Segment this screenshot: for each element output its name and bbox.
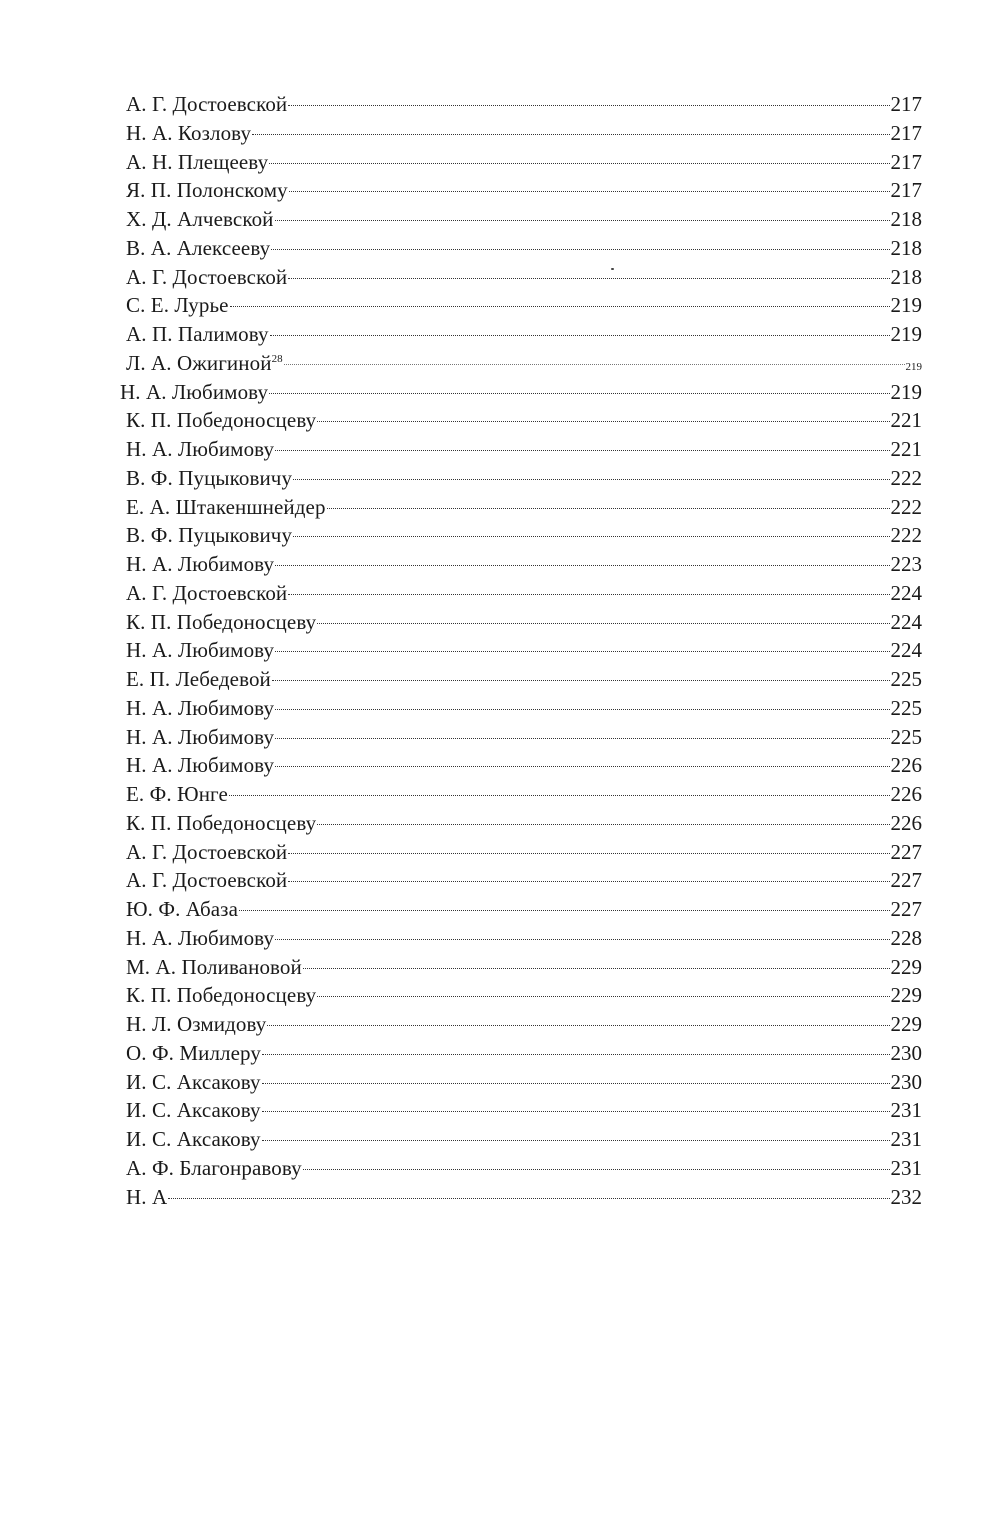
toc-entry-page: 219	[905, 360, 922, 373]
toc-entry-name	[126, 924, 274, 953]
toc-entry-name	[126, 493, 326, 522]
toc-entry-name	[126, 895, 238, 924]
toc-entry-page: 227	[890, 897, 922, 921]
toc-entry-name-text: А. Н. Плещееву	[126, 149, 269, 174]
dot-leader	[293, 479, 889, 480]
toc-entry	[126, 694, 922, 723]
toc-entry	[126, 1154, 922, 1183]
toc-entry-name	[126, 148, 268, 177]
toc-entry-page: 227	[890, 868, 922, 893]
toc-entry-name-text: А. Г. Достоевской	[126, 868, 288, 893]
toc-entry-name-text: Н. А. Любимову	[126, 753, 275, 778]
dot-leader	[327, 508, 890, 509]
dot-leader	[317, 623, 889, 624]
dot-leader	[262, 1140, 890, 1141]
toc-entry-name-text: Я. П. Полонскому	[126, 178, 288, 203]
toc-entry	[126, 521, 922, 550]
toc-entry-page: 218	[890, 207, 922, 231]
toc-entry	[126, 90, 922, 119]
toc-entry-name-text: И. С. Аксакову	[126, 1127, 261, 1151]
toc-entry	[126, 205, 922, 234]
toc-entry-name	[126, 953, 302, 982]
toc-entry-page: 222	[890, 465, 922, 490]
toc-entry-name-text: А. Г. Достоевской	[126, 580, 288, 605]
dot-leader	[275, 766, 889, 767]
toc-entry-name-text: Н. А. Любимову	[120, 379, 269, 404]
toc-entry-name-text: Н. А. Любимову	[126, 552, 275, 576]
table-of-contents	[120, 90, 922, 1211]
toc-entry-name-text: А. Ф. Благонравову	[126, 1155, 302, 1180]
dot-leader	[267, 1025, 889, 1026]
toc-entry	[126, 291, 922, 320]
toc-entry-page: 225	[890, 695, 922, 720]
dot-leader	[275, 565, 889, 566]
dot-leader	[269, 393, 889, 394]
toc-entry-page: 227	[890, 839, 922, 864]
toc-entry	[126, 263, 922, 292]
dot-leader	[288, 881, 889, 882]
toc-entry-page: 217	[890, 92, 922, 116]
toc-entry	[126, 723, 922, 752]
toc-entry	[126, 176, 922, 205]
toc-entry-name-text: Л. А. Ожигиной	[126, 350, 272, 375]
toc-entry	[126, 435, 922, 464]
toc-entry-name-text: В. А. Алексееву	[126, 235, 271, 260]
toc-entry-name	[126, 579, 287, 608]
toc-entry	[126, 320, 922, 349]
dot-leader	[293, 536, 889, 537]
dot-leader	[262, 1054, 890, 1055]
toc-entry-name	[126, 263, 287, 292]
dot-leader	[303, 1169, 890, 1170]
toc-entry-name	[126, 981, 316, 1010]
toc-entry-name-text: Н. А. Любимову	[126, 437, 275, 461]
toc-entry-name	[126, 838, 287, 867]
toc-entry-name	[126, 435, 274, 464]
toc-entry-page: 221	[890, 437, 922, 461]
toc-entry	[126, 636, 922, 665]
toc-entry-name-text: Е. А. Штакеншнейдер	[126, 494, 326, 519]
toc-entry-name	[126, 866, 287, 895]
toc-entry-page: 226	[890, 810, 922, 835]
toc-entry-page: 219	[890, 379, 922, 404]
toc-entry-page: 218	[890, 264, 922, 289]
dot-leader	[275, 450, 889, 451]
dot-leader	[230, 306, 890, 307]
toc-entry-name-text: Н. А. Любимову	[126, 638, 275, 663]
toc-entry	[126, 579, 922, 608]
dot-leader	[272, 680, 890, 681]
dot-leader	[269, 163, 889, 164]
toc-entry-page: 230	[890, 1040, 922, 1065]
toc-entry	[120, 378, 922, 407]
toc-entry-name-text: А. Г. Достоевской	[126, 839, 288, 864]
toc-entry-name	[126, 1039, 261, 1068]
toc-entry-name	[126, 349, 283, 378]
toc-entry-page: 218	[890, 235, 922, 260]
toc-entry-page: 224	[890, 638, 922, 663]
footnote-marker: 28	[271, 352, 283, 365]
toc-entry-page: 223	[890, 552, 922, 576]
dot-leader	[288, 853, 889, 854]
toc-entry-name	[126, 521, 292, 550]
toc-entry	[126, 1096, 922, 1125]
toc-entry-name-text: А. П. Палимову	[126, 322, 269, 346]
toc-entry-name	[126, 550, 274, 579]
toc-entry-page: 225	[890, 724, 922, 749]
toc-entry-name-text: Е. П. Лебедевой	[126, 667, 271, 691]
dot-leader	[168, 1198, 889, 1199]
toc-entry	[126, 924, 922, 953]
toc-entry-name	[126, 694, 274, 723]
toc-entry-name-text: В. Ф. Пуцыковичу	[126, 523, 293, 548]
toc-entry	[126, 608, 922, 637]
toc-entry-name	[126, 1154, 302, 1183]
toc-entry-page: 226	[890, 753, 922, 778]
toc-entry-name-text: С. Е. Лурье	[126, 293, 229, 318]
toc-entry-page: 219	[890, 293, 922, 318]
toc-entry	[126, 550, 922, 579]
toc-entry-name	[126, 723, 274, 752]
toc-entry-name	[126, 780, 228, 809]
toc-entry-name-text: К. П. Победоносцеву	[126, 810, 317, 835]
toc-entry-page: 230	[890, 1069, 922, 1094]
toc-entry-name-text: Н. А	[126, 1184, 168, 1209]
toc-entry-name	[126, 809, 316, 838]
toc-entry-page: 229	[890, 954, 922, 979]
toc-entry	[126, 1010, 922, 1039]
toc-entry-name-text: В. Ф. Пуцыковичу	[126, 465, 293, 490]
toc-entry-name-text: Н. А. Любимову	[126, 695, 275, 720]
dot-leader	[317, 996, 889, 997]
toc-entry-name	[126, 751, 274, 780]
toc-entry-name	[126, 176, 288, 205]
toc-entry-page: 228	[890, 925, 922, 950]
toc-entry-page: 231	[890, 1127, 922, 1151]
toc-entry-name-text: А. Г. Достоевской	[126, 264, 288, 289]
dot-leader	[239, 910, 890, 911]
print-speck	[611, 268, 614, 270]
dot-leader	[275, 651, 889, 652]
toc-entry-page: 231	[890, 1098, 922, 1123]
toc-entry-name	[126, 464, 292, 493]
toc-entry	[126, 1039, 922, 1068]
toc-entry-name	[126, 636, 274, 665]
toc-entry-name-text: О. Ф. Миллеру	[126, 1040, 261, 1065]
toc-entry-name	[126, 608, 316, 637]
toc-entry	[126, 1125, 922, 1154]
toc-entry	[126, 234, 922, 263]
toc-entry-page: 222	[890, 494, 922, 519]
toc-entry	[126, 148, 922, 177]
dot-leader	[303, 968, 890, 969]
toc-entry-page: 232	[890, 1184, 922, 1209]
toc-entry-page: 229	[890, 983, 922, 1008]
toc-entry-name	[126, 320, 269, 349]
toc-entry	[126, 1068, 922, 1097]
toc-entry-page: 224	[890, 609, 922, 634]
toc-entry-name	[126, 1068, 261, 1097]
toc-entry-name	[126, 1096, 261, 1125]
dot-leader	[289, 191, 890, 192]
toc-entry	[126, 838, 922, 867]
dot-leader	[275, 939, 889, 940]
dot-leader	[275, 738, 889, 739]
toc-entry-name	[126, 119, 251, 148]
toc-entry-name-text: И. С. Аксакову	[126, 1069, 261, 1094]
toc-entry-name	[126, 1183, 167, 1212]
dot-leader	[288, 105, 889, 106]
toc-entry	[126, 406, 922, 435]
toc-entry-name-text: А. Г. Достоевской	[126, 92, 288, 116]
toc-entry-page: 217	[890, 120, 922, 145]
dot-leader	[288, 594, 889, 595]
toc-entry	[126, 751, 922, 780]
toc-entry	[126, 809, 922, 838]
toc-entry	[126, 866, 922, 895]
toc-entry-name	[126, 205, 274, 234]
toc-entry	[126, 665, 922, 694]
toc-entry-name-text: К. П. Победоносцеву	[126, 609, 317, 634]
toc-entry-name-text: К. П. Победоносцеву	[126, 408, 317, 433]
toc-entry-name-text: Е. Ф. Юнге	[126, 782, 228, 806]
dot-leader	[317, 824, 889, 825]
dot-leader	[275, 709, 889, 710]
dot-leader	[270, 335, 890, 336]
toc-entry	[126, 1183, 922, 1212]
toc-entry	[126, 349, 922, 378]
toc-entry-name-text: Н. А. Любимову	[126, 925, 275, 950]
toc-entry-name-text: К. П. Победоносцеву	[126, 983, 317, 1008]
dot-leader	[229, 795, 890, 796]
toc-entry-name	[120, 378, 268, 407]
dot-leader	[288, 278, 889, 279]
toc-entry-name-text: Х. Д. Алчевской	[126, 207, 274, 231]
dot-leader	[262, 1111, 890, 1112]
toc-entry-page: 231	[890, 1155, 922, 1180]
toc-entry	[126, 493, 922, 522]
toc-entry-page: 221	[890, 408, 922, 433]
toc-entry-name-text: Н. А. Козлову	[126, 120, 252, 145]
toc-entry	[126, 780, 922, 809]
toc-entry-name	[126, 90, 287, 119]
toc-entry-page: 217	[890, 149, 922, 174]
toc-entry-name	[126, 234, 270, 263]
toc-entry-page: 217	[890, 178, 922, 203]
dot-leader	[284, 364, 905, 365]
toc-entry	[126, 119, 922, 148]
dot-leader	[252, 134, 889, 135]
dot-leader	[275, 220, 890, 221]
toc-entry-page: 229	[890, 1012, 922, 1036]
toc-entry	[126, 953, 922, 982]
dot-leader	[317, 421, 889, 422]
dot-leader	[262, 1083, 890, 1084]
toc-entry-name	[126, 406, 316, 435]
toc-entry-page: 224	[890, 580, 922, 605]
toc-entry-name-text: Ю. Ф. Абаза	[126, 897, 238, 921]
toc-entry-name-text: М. А. Поливановой	[126, 954, 302, 979]
toc-entry-name	[126, 1125, 261, 1154]
toc-entry	[126, 981, 922, 1010]
toc-entry-name	[126, 291, 229, 320]
toc-entry-name	[126, 665, 271, 694]
toc-entry-name-text: Н. А. Любимову	[126, 724, 275, 749]
toc-entry-name	[126, 1010, 266, 1039]
toc-entry-page: 219	[890, 322, 922, 346]
toc-entry-page: 225	[890, 667, 922, 691]
toc-entry-page: 226	[890, 782, 922, 806]
toc-entry-page: 222	[890, 523, 922, 548]
toc-entry	[126, 895, 922, 924]
dot-leader	[271, 249, 889, 250]
toc-entry-name-text: Н. Л. Озмидову	[126, 1012, 267, 1036]
toc-entry-name-text: И. С. Аксакову	[126, 1098, 261, 1123]
toc-entry	[126, 464, 922, 493]
